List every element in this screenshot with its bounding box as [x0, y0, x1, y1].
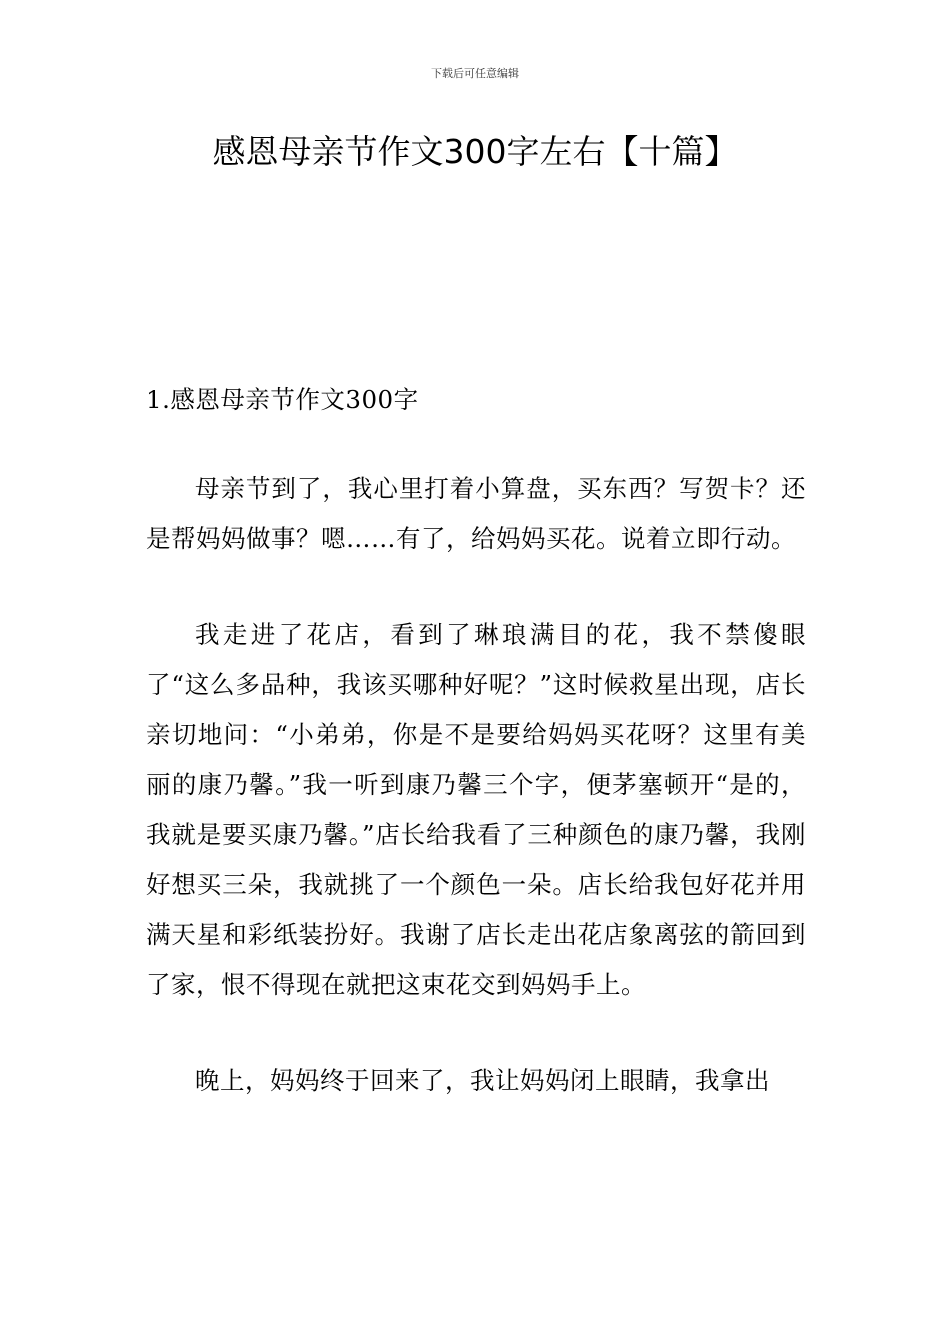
document-body: [146, 382, 806, 1152]
section-heading: 1.感恩母亲节作文300字: [146, 385, 419, 414]
paragraph-2: 我走进了花店，看到了琳琅满目的花，我不禁傻眼了“这么多品种，我该买哪种好呢？”这时候救星出现，店长亲切地问：“小弟弟，你是不是要给妈妈买花呀？这里有美丽的康乃馨。”我一听到康乃馨三个字，便茅塞顿开“是的，我就是要买康乃馨。”店长给我看了三种颜色的康乃馨，我刚好想买三朵，我就挑了一个颜色一朵。店长给我包好花并用满天星和彩纸装扮好。我谢了店长走出花店象离弦的箭回到了家，恨不得现在就把这束花交到妈妈手上。: [146, 620, 806, 999]
document-title: 感恩母亲节作文300字左右【十篇】: [212, 132, 738, 171]
header-note: 下载后可任意编辑: [431, 67, 519, 80]
paragraph-3: 晚上，妈妈终于回来了，我让妈妈闭上眼睛，我拿出: [195, 1066, 770, 1095]
paragraph-1: 母亲节到了，我心里打着小算盘，买东西？写贺卡？还是帮妈妈做事？嗯……有了，给妈妈买花。说着立即行动。: [146, 474, 806, 553]
